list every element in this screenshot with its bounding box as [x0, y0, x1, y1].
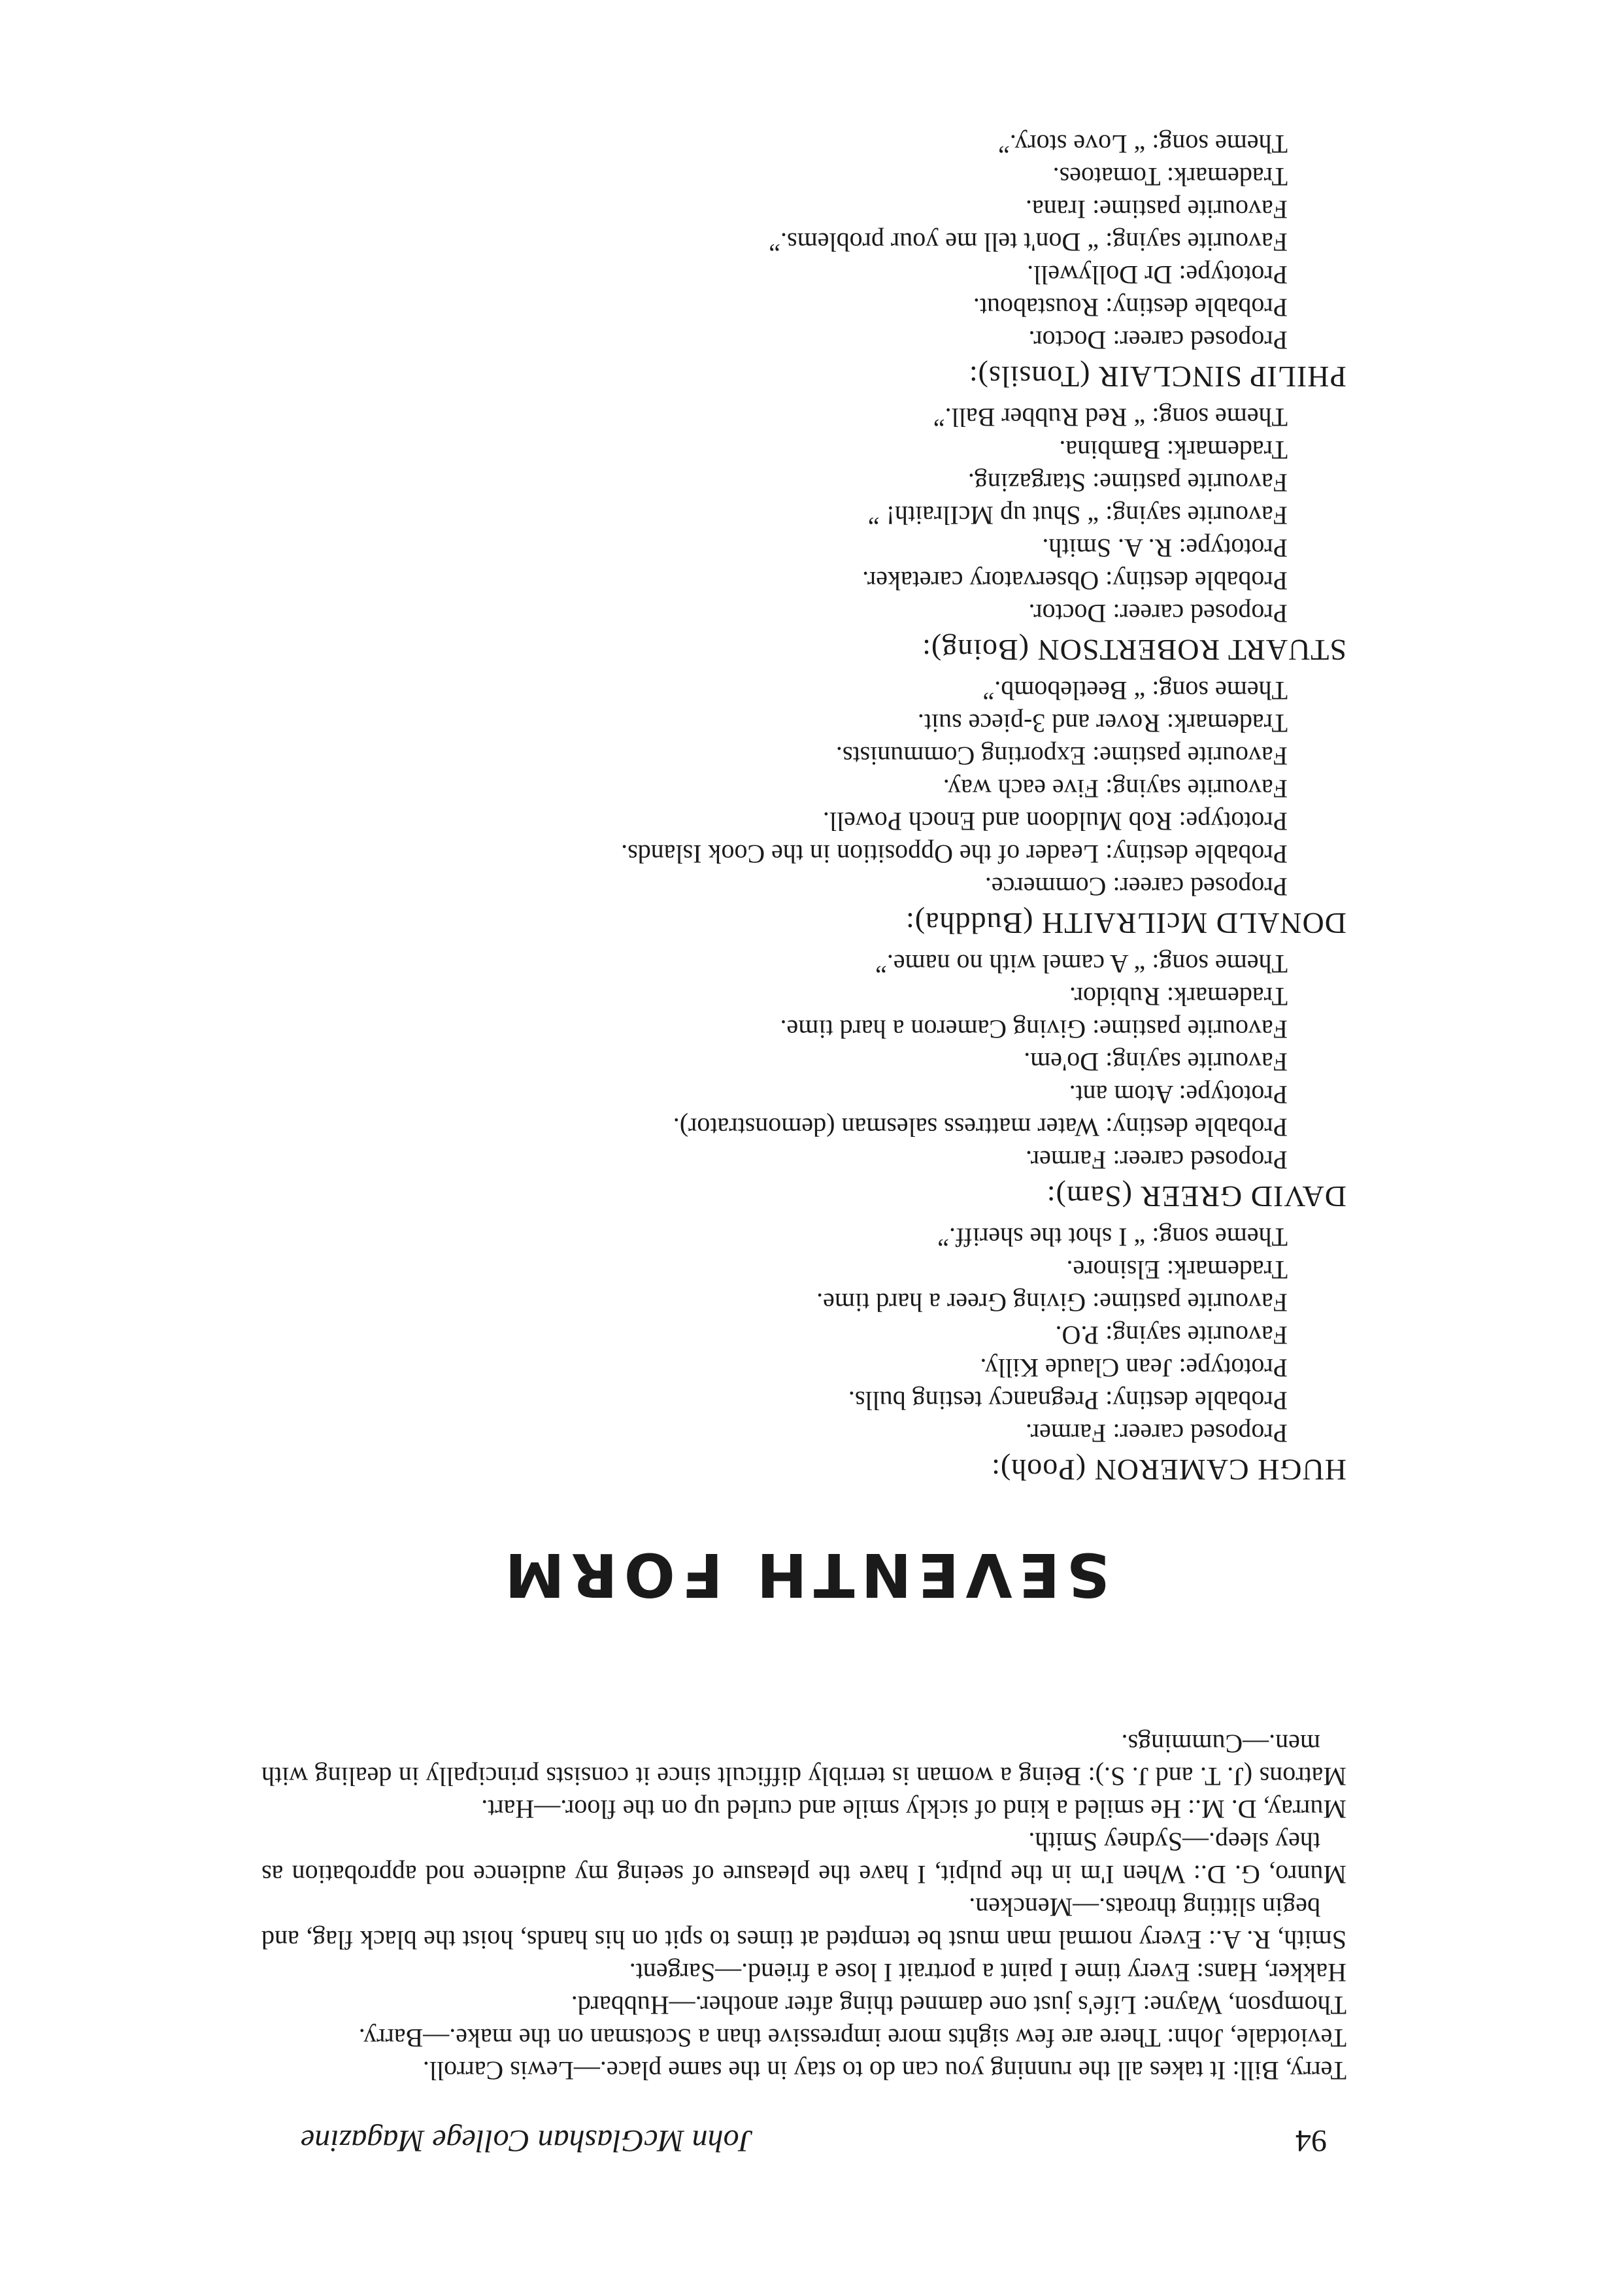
quotes-list [261, 1727, 1346, 2087]
profile-field: Favourite pastime: Giving Cameron a hard time. [780, 1015, 1288, 1044]
student-name: DONALD McILRAITH (Buddha): [905, 907, 1346, 940]
section-title: SEVENTH FORM [498, 1540, 1110, 1610]
student-name: HUGH CAMERON (Pooh): [991, 1453, 1346, 1487]
student-name: PHILIP SINCLAIR (Tonsils): [968, 360, 1346, 394]
profile-field: Proposed career: Doctor. [1028, 599, 1288, 628]
profile-field: Trademark: Rubidor. [1069, 982, 1288, 1011]
profile-field: Theme song: “ Red Rubber Ball.” [933, 403, 1288, 432]
profile-field: Probable destiny: Pregnancy testing bulls. [848, 1386, 1288, 1415]
profiles-list [261, 127, 1346, 1487]
profile-field: Proposed career: Commerce. [984, 872, 1288, 902]
profile-field: Favourite pastime: Giving Greer a hard time. [816, 1288, 1288, 1317]
student-name: DAVID GREER (Sam): [1046, 1180, 1346, 1213]
quote-entry: Teviotdale, John: There are few sights more impressive than a Scotsman on the make.—Barry. [358, 2023, 1346, 2053]
profile-field: Trademark: Rover and 3-piece suit. [917, 709, 1288, 738]
quote-entry: Munro, G. D.: When I'm in the pulpit, I have the pleasure of seeing my audience nod approbation as they sleep.—Sydney Smith. [261, 1827, 1346, 1889]
profile-field: Probable destiny: Water mattress salesman (demonstrator). [673, 1113, 1288, 1142]
quote-entry: Matrons (J. T. and J. S.): Being a woman is terribly difficult since it consists principally in dealing with men.—Cummings. [261, 1729, 1346, 1791]
profile-field: Favourite saying: “ Shut up McIlraith! ” [867, 501, 1288, 530]
student-profile [261, 127, 1346, 394]
profile-field: Prototype: Atom ant. [1069, 1080, 1288, 1109]
profile-field: Favourite saying: P.O. [1055, 1321, 1288, 1350]
profile-field: Favourite pastime: Exporting Communists. [835, 741, 1288, 771]
student-profile [261, 401, 1346, 667]
profile-field: Probable destiny: Leader of the Opposition in the Cook Islands. [621, 839, 1288, 869]
profile-field: Prototype: R. A. Smith. [1042, 533, 1288, 563]
quote-entry: Smith, R. A.: Every normal man must be tempted at times to spit on his hands, hoist the black flag, and begin slitting throats.—Mencken. [261, 1893, 1346, 1955]
profile-field: Theme song: “ Beetlebomb.” [982, 676, 1288, 705]
profile-field: Favourite pastime: Irana. [1026, 195, 1288, 224]
profile-field: Trademark: Elsinore. [1066, 1255, 1288, 1285]
profile-field: Trademark: Bambina. [1059, 435, 1288, 465]
profile-field: Favourite saying: Five each way. [943, 774, 1288, 803]
profile-field: Prototype: Jean Claude Killy. [980, 1353, 1288, 1383]
profile-field: Proposed career: Doctor. [1028, 326, 1288, 355]
profile-field: Prototype: Dr Dollywell. [1027, 260, 1288, 290]
profile-field: Favourite pastime: Stargazing. [967, 468, 1288, 498]
profile-field: Theme song: “ Love story.” [998, 129, 1288, 159]
student-profile [261, 947, 1346, 1214]
profile-field: Favourite saying: “ Don't tell me your problems.” [769, 228, 1288, 257]
profile-field: Probable destiny: Observatory caretaker. [862, 566, 1288, 596]
quote-entry: Murray, D. M.: He smiled a kind of sickly smile and curled up on the floor.—Hart. [481, 1795, 1346, 1824]
profile-field: Proposed career: Farmer. [1026, 1419, 1288, 1448]
student-profile [261, 1221, 1346, 1487]
student-profile [261, 674, 1346, 941]
quote-entry: Hakker, Hans: Every time I paint a portrait I lose a friend.—Sargent. [629, 1958, 1346, 1987]
profile-field: Prototype: Rob Muldoon and Enoch Powell. [822, 807, 1288, 836]
profile-field: Probable destiny: Roustabout. [973, 293, 1288, 322]
quote-entry: Thompson, Wayne: Life's just one damned thing after another.—Hubbard. [571, 1991, 1346, 2020]
page-number: 94 [1295, 2123, 1327, 2158]
magazine-title: John McGlashan College Magazine [301, 2123, 753, 2158]
quote-entry: Terry, Bill: It takes all the running you can do to stay in the same place.—Lewis Carroll. [422, 2056, 1346, 2085]
profile-field: Proposed career: Farmer. [1026, 1145, 1288, 1175]
profile-field: Theme song: “ A camel with no name.” [875, 949, 1288, 979]
student-name: STUART ROBERTSON (Boing): [922, 633, 1346, 667]
profile-field: Trademark: Tomatoes. [1052, 162, 1288, 192]
running-head [261, 2119, 1346, 2159]
profile-field: Favourite saying: Do'em. [1024, 1047, 1288, 1077]
page-content [261, 121, 1346, 2159]
profile-field: Theme song: “ I shot the sheriff.” [937, 1223, 1288, 1252]
